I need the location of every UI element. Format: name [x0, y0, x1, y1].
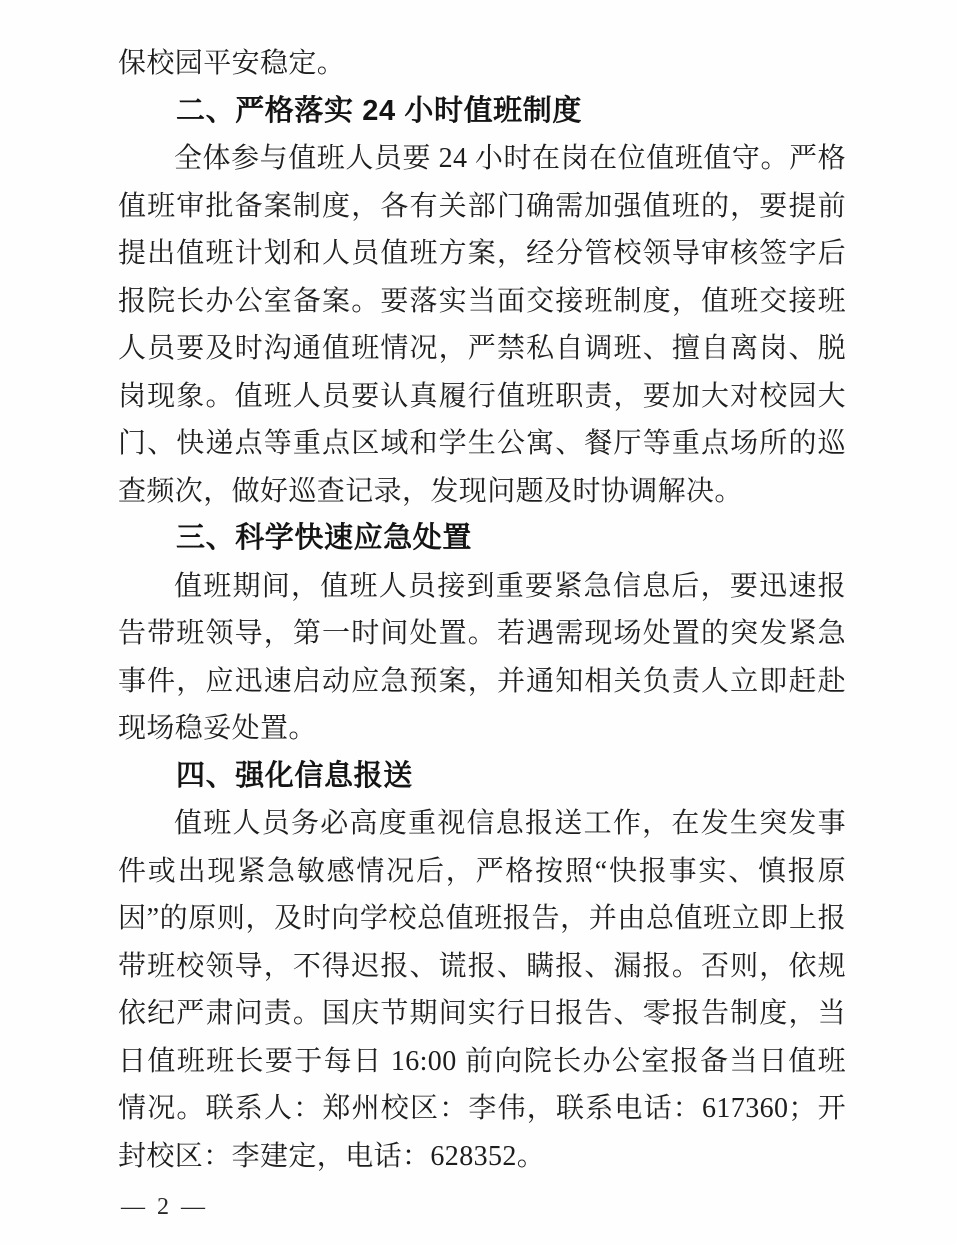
section-2-body-paragraph: 全体参与值班人员要 24 小时在岗在位值班值守。严格值班审批备案制度，各有关部门确需加强值班的，要提前提出值班计划和人员值班方案，经分管校领导审核签字后报院长办公室备案。要落实当面交接班制度，值班交接班人员要及时沟通值班情况，严禁私自调班、擅自离岗、脱岗现象。值班人员要认真履行值班职责，要加大对校园大门、快递点等重点区域和学生公寓、餐厅等重点场所的巡查频次，做好巡查记录，发现问题及时协调解决。 [118, 143, 846, 507]
document-content [118, 40, 846, 1180]
section-heading-2: 二、严格落实 24 小时值班制度 [176, 94, 582, 127]
section-4-body-paragraph: 值班人员务必高度重视信息报送工作，在发生突发事件或出现紧急敏感情况后，严格按照“快报事实、慎报原因”的原则，及时向学校总值班报告，并由总值班立即上报带班校领导，不得迟报、谎报、瞒报、漏报。否则，依规依纪严肃问责。国庆节期间实行日报告、零报告制度，当日值班班长要于每日 16:00 前向院长办公室报备当日值班情况。联系人：郑州校区：李伟，联系电话：617360；开封校区：李建定，电话：628352。 [118, 808, 846, 1172]
page-number: — 2 — [121, 1194, 208, 1220]
section-3-body-paragraph: 值班期间，值班人员接到重要紧急信息后，要迅速报告带班领导，第一时间处置。若遇需现场处置的突发紧急事件，应迅速启动应急预案，并通知相关负责人立即赶赴现场稳妥处置。 [118, 570, 846, 744]
section-heading-4: 四、强化信息报送 [176, 759, 413, 792]
continuation-paragraph: 保校园平安稳定。 [118, 48, 346, 79]
section-heading-3: 三、科学快速应急处置 [176, 522, 473, 554]
